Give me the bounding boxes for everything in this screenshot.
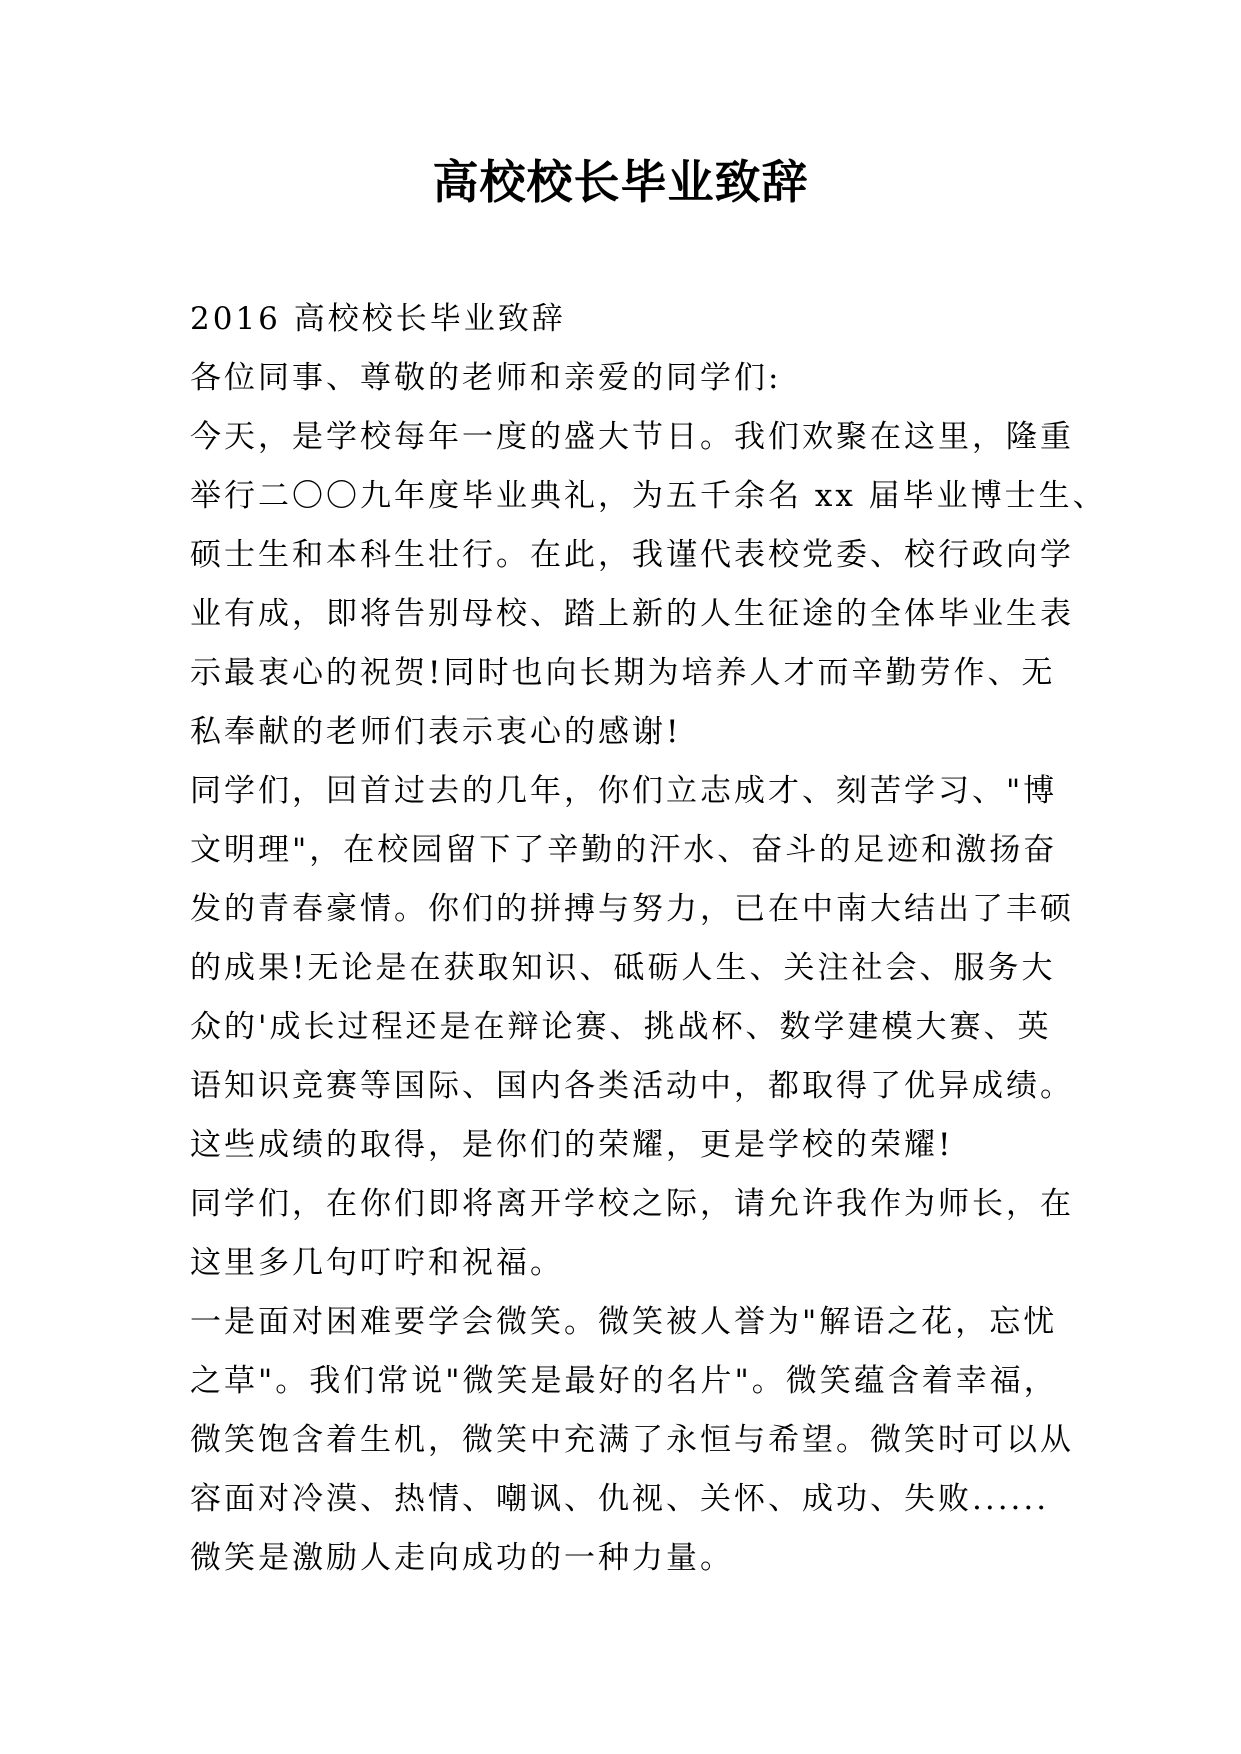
body-line: 同学们，在你们即将离开学校之际，请允许我作为师长，在 [190,1186,1074,1222]
body-line: 之草"。我们常说"微笑是最好的名片"。微笑蕴含着幸福， [190,1363,1058,1399]
body-line: 各位同事、尊敬的老师和亲爱的同学们: [190,360,782,396]
body-line: 众的'成长过程还是在辩论赛、挑战杯、数学建模大赛、英 [190,1009,1052,1045]
body-line: 微笑饱含着生机，微笑中充满了永恒与希望。微笑时可以从 [190,1422,1074,1458]
body-line: 发的青春豪情。你们的拼搏与努力，已在中南大结出了丰硕 [190,891,1074,927]
body-line: 2016 高校校长毕业致辞 [190,301,566,337]
body-line: 业有成，即将告别母校、踏上新的人生征途的全体毕业生表 [190,596,1074,632]
body-line: 的成果!无论是在获取知识、砥砺人生、关注社会、服务大 [190,950,1056,986]
body-line: 硕士生和本科生壮行。在此，我谨代表校党委、校行政向学 [190,537,1074,573]
body-line: 容面对冷漠、热情、嘲讽、仇视、关怀、成功、失败...... [190,1481,1050,1517]
document-body [190,290,1107,1588]
body-line: 示最衷心的祝贺!同时也向长期为培养人才而辛勤劳作、无 [190,655,1056,691]
body-line: 文明理"，在校园留下了辛勤的汗水、奋斗的足迹和激扬奋 [190,832,1058,868]
body-line: 私奉献的老师们表示衷心的感谢! [190,714,682,750]
body-line: 微笑是激励人走向成功的一种力量。 [190,1540,734,1576]
document-title: 高校校长毕业致辞 [432,155,809,209]
body-line: 这里多几句叮咛和祝福。 [190,1245,564,1281]
body-line: 一是面对困难要学会微笑。微笑被人誉为"解语之花，忘忧 [190,1304,1058,1340]
body-line: 举行二〇〇九年度毕业典礼，为五千余名 xx 届毕业博士生、 [190,478,1107,514]
body-line: 语知识竞赛等国际、国内各类活动中，都取得了优异成绩。 [190,1068,1074,1104]
body-line: 今天，是学校每年一度的盛大节日。我们欢聚在这里，隆重 [190,419,1074,455]
body-line: 这些成绩的取得，是你们的荣耀，更是学校的荣耀! [190,1127,954,1163]
body-line: 同学们，回首过去的几年，你们立志成才、刻苦学习、"博 [190,773,1058,809]
